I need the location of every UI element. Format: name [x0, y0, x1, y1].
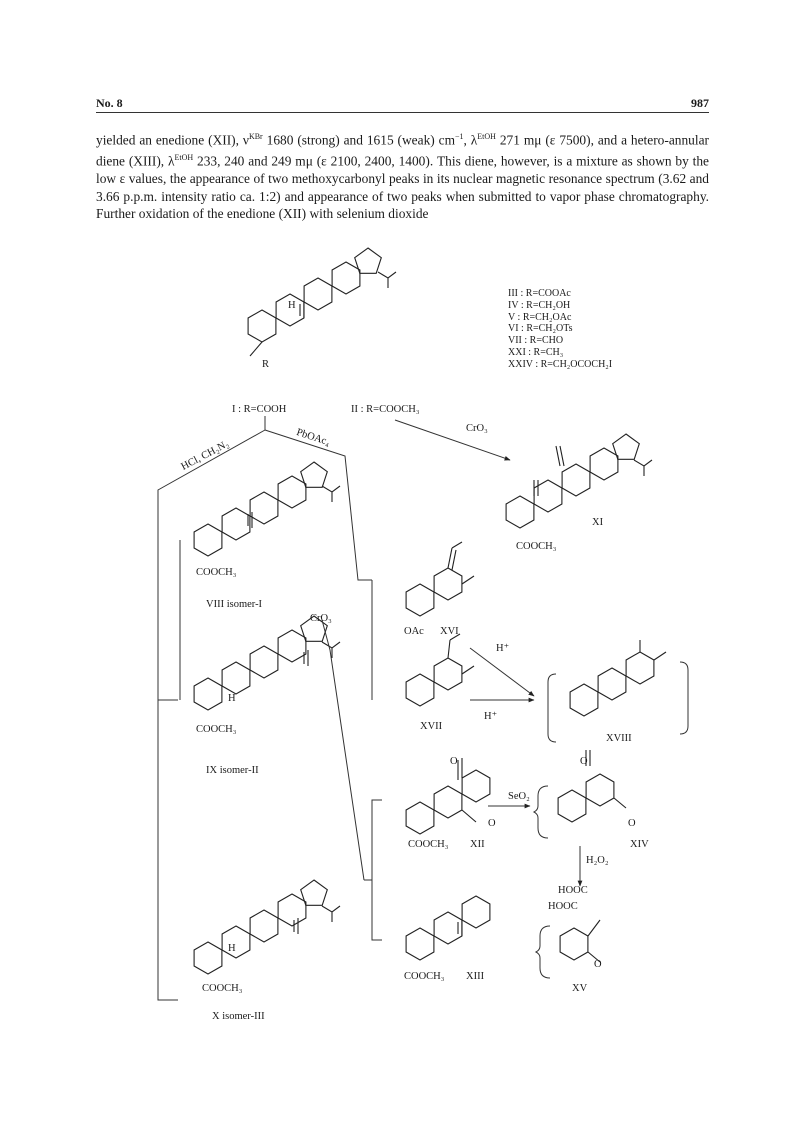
x-h-label: H — [228, 943, 236, 954]
structure-x — [194, 880, 340, 974]
xi-cooch3: COOCH₃ — [516, 541, 557, 552]
body-paragraph: yielded an enedione (XII), $\nu^{KBr}$ 1680 (strong) and 1615 (weak) $cm^{-1}$, $\lambda^{EtOH}$ 271 mμ (ε 7500), and a hetero-annular diene (XIII), $\lambda^{EtOH}$ 233, 240 and 249 mμ (ε 2100, 2400, 1400). This diene, however, is a mixture as shown by the low ε values, the appearance of two methoxycarbonyl peaks in its nuclear magnetic resonance spectrum (3.62 and 3.66 p.p.m. intensity ratio ca. 1:2) and appearance of two peaks when submitted to vapor phase chromatography. Further oxidation of the enedione (XII) with selenium dioxide — [96, 132, 710, 222]
compound-i-label: I : R=COOH — [232, 404, 287, 415]
structure-xviii — [548, 640, 688, 742]
arrow-ii-to-xi — [395, 420, 510, 460]
reagent-cro3-mid: CrO₃ — [310, 613, 332, 624]
structure-xvii — [406, 634, 474, 706]
r-label: R — [262, 359, 270, 370]
page-number: 987 — [691, 96, 709, 110]
xv-oxo: O — [594, 959, 602, 970]
h-label: H — [288, 300, 296, 311]
r-list-item: IV : R=CH₂OH — [508, 299, 571, 311]
xii-oxo-top: O — [450, 756, 458, 767]
compound-xii-label: XII — [470, 839, 485, 850]
connector-pboac — [265, 427, 372, 580]
xiv-oxo-bottom: O — [628, 818, 636, 829]
xiv-oxo-top: O — [580, 756, 588, 767]
compound-ix-label: IX isomer-II — [206, 765, 259, 776]
xv-hooc-1: HOOC — [558, 885, 588, 896]
structure-ix — [194, 613, 340, 710]
ix-cooch3: COOCH₃ — [196, 724, 237, 735]
structure-xii — [406, 758, 490, 834]
r-list-item: VI : R=CH₂OTs — [508, 323, 573, 335]
xii-cooch3: COOCH₃ — [408, 839, 449, 850]
structure-xvi — [406, 542, 474, 616]
r-list-item: XXIV : R=CH₂OCOCH₂I — [508, 358, 613, 370]
compound-x-label: X isomer-III — [212, 1011, 265, 1022]
compound-xi-label: XI — [592, 517, 604, 528]
compound-xiii-label: XIII — [466, 971, 485, 982]
compound-xvi-label: XVI — [440, 626, 459, 637]
reagent-hplus-2: H⁺ — [484, 711, 498, 722]
compound-xv-label: XV — [572, 983, 588, 994]
reagent-cro3-top: CrO₃ — [466, 423, 488, 434]
reagent-pboac: PbOAc₄ — [294, 427, 332, 449]
xiii-cooch3: COOCH₃ — [404, 971, 445, 982]
r-substituent-list — [508, 288, 612, 371]
compound-xviii-label: XVIII — [606, 733, 632, 744]
x-cooch3: COOCH₃ — [202, 983, 243, 994]
viii-cooch3: COOCH₃ — [196, 567, 237, 578]
r-list-item: III : R=COOAc — [508, 288, 571, 299]
compound-xvii-label: XVII — [420, 721, 443, 732]
reagent-seo2: SeO₂ — [508, 791, 530, 802]
r-list-item: VII : R=CHO — [508, 335, 564, 347]
arrow-xvi-to-xviii — [470, 648, 534, 696]
reagent-hcl: HCl, CH₂N₂ — [179, 438, 231, 473]
compound-xiv-label: XIV — [630, 839, 649, 850]
compound-ii-label: II : R=COOCH₃ — [351, 404, 420, 415]
ix-h-label: H — [228, 693, 236, 704]
structure-viii — [194, 462, 340, 556]
xv-hooc-2: HOOC — [548, 901, 578, 912]
journal-number: No. 8 — [96, 96, 123, 110]
structure-xv — [536, 920, 600, 978]
xii-oxo-bottom: O — [488, 818, 496, 829]
connector-cro3-mid — [322, 620, 364, 880]
r-list-item: XXI : R=CH₃ — [508, 346, 564, 358]
compound-viii-label: VIII isomer-I — [206, 599, 263, 610]
connector-xii-xiii — [364, 800, 382, 940]
structure-xiii — [406, 896, 490, 960]
xvi-oac: OAc — [404, 626, 424, 637]
reagent-hplus-1: H⁺ — [496, 643, 510, 654]
reagent-h2o2: H₂O₂ — [586, 855, 609, 866]
r-list-item: V : R=CH₂OAc — [508, 311, 572, 323]
structure-xi — [506, 434, 652, 528]
structure-top — [248, 248, 396, 356]
